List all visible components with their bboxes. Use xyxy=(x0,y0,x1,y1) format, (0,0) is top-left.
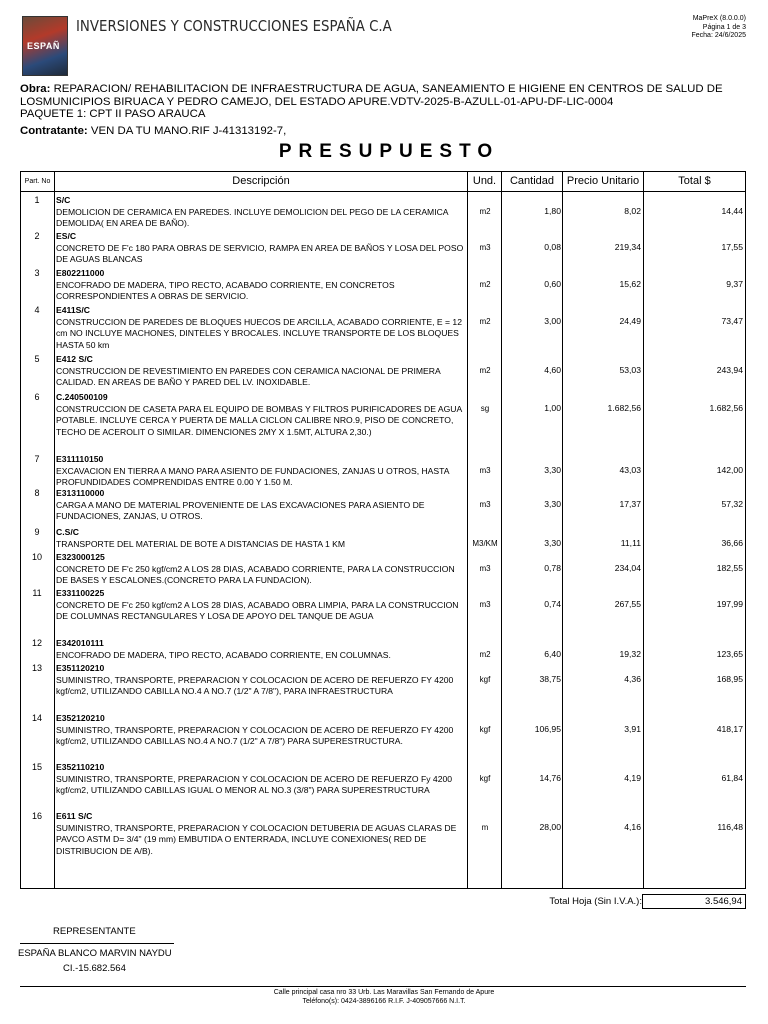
item-quantity: 38,75 xyxy=(539,674,561,684)
item-code: E352120210 xyxy=(56,713,105,723)
item-description-text: SUMINISTRO, TRANSPORTE, PREPARACION Y COLOCACION DE ACERO DE REFUERZO FY 4200 kgf/cm2, UTILIZANDO CABILLA NO.4 A NO.7 (1/2" A 7/8"), PARA INFRAESTRUCTURA xyxy=(56,674,454,696)
item-description xyxy=(56,527,466,550)
item-total: 14,44 xyxy=(721,206,743,216)
item-quantity: 3,00 xyxy=(544,316,561,326)
item-total: 123,65 xyxy=(716,649,743,659)
item-code: E342010111 xyxy=(56,638,104,648)
contratante-label: Contratante: xyxy=(20,125,88,137)
item-quantity: 14,76 xyxy=(539,773,561,783)
item-total: 418,17 xyxy=(716,724,743,734)
item-code: E412 S/C xyxy=(56,354,93,364)
item-unit: m3 xyxy=(479,466,491,475)
item-description xyxy=(56,488,466,523)
item-total: 168,95 xyxy=(716,674,743,684)
item-description-text: CONSTRUCCION DE CASETA PARA EL EQUIPO DE BOMBAS Y FILTROS PURIFICADORES DE AGUA POTABLE. INCLUYE CERCA Y PUERTA DE MALLA CICLON CALIBRE NRO.9, PISO DE CONCRETO, TECHO DE ACEROLIT O SIMILAR. DIMENCIONES 2MY X 1.5MT, ALTURA 2,30.) xyxy=(56,403,462,437)
item-code: E313110000 xyxy=(56,488,105,498)
item-unit: sg xyxy=(480,404,490,413)
item-description xyxy=(56,552,466,587)
item-description-text: TRANSPORTE DEL MATERIAL DE BOTE A DISTANCIAS DE HASTA 1 KM xyxy=(56,538,346,549)
item-description-text: EXCAVACION EN TIERRA A MANO PARA ASIENTO DE FUNDACIONES, ZANJAS U OTROS, HASTA PROFUNDIDADES COMPRENDIDAS ENTRE 0.00 Y 1.50 M. xyxy=(56,465,450,487)
contratante-block xyxy=(20,125,286,137)
item-description xyxy=(56,762,466,797)
item-quantity: 3,30 xyxy=(544,499,561,509)
item-number: 12 xyxy=(31,638,42,648)
item-number: 1 xyxy=(34,195,40,205)
item-unit-price: 53,03 xyxy=(619,365,641,375)
item-code: E802211000 xyxy=(56,268,105,278)
item-unit-price: 17,37 xyxy=(619,499,641,509)
item-number: 8 xyxy=(34,488,40,498)
item-number: 7 xyxy=(34,454,40,464)
col-header-unit: Und. xyxy=(472,175,497,187)
col-header-description: Descripción xyxy=(232,175,290,187)
item-total: 116,48 xyxy=(717,822,743,832)
item-description xyxy=(56,638,466,661)
item-unit: kgf xyxy=(479,725,491,734)
item-code: E411S/C xyxy=(56,305,90,315)
item-description-text: SUMINISTRO, TRANSPORTE, PREPARACION Y COLOCACION DE ACERO DE REFUERZO FY 4200 kgf/cm2, UTILIZANDO CABILLAS NO.4 A NO.7 (1/2" A 7/8") PARA SUPERESTRUCTURA. xyxy=(56,724,454,746)
item-unit: m2 xyxy=(479,317,491,326)
item-description xyxy=(56,268,466,303)
item-description xyxy=(56,454,466,489)
item-unit-price: 234,04 xyxy=(614,563,641,573)
item-unit: m2 xyxy=(479,366,491,375)
item-total: 9,37 xyxy=(726,279,743,289)
item-number: 3 xyxy=(34,268,40,278)
item-description-text: CONCRETO DE F'c 250 kgf/cm2 A LOS 28 DIAS, ACABADO CORRIENTE, PARA LA CONSTRUCCION DE BASES Y ESCALONES.(CONCRETO PARA LA FUNDACION). xyxy=(56,563,455,585)
total-hoja-value: 3.546,94 xyxy=(642,894,746,909)
item-code: E611 S/C xyxy=(56,811,93,821)
signature-title: REPRESENTANTE xyxy=(53,926,136,937)
item-number: 5 xyxy=(34,354,40,364)
item-code: E331100225 xyxy=(56,588,105,598)
item-quantity: 106,95 xyxy=(534,724,561,734)
item-total: 61,84 xyxy=(721,773,743,783)
footer-contact: Teléfono(s): 0424-3896166 R.I.F. J-409057666 N.I.T. xyxy=(302,998,466,1005)
item-description xyxy=(56,195,466,230)
item-unit-price: 3,91 xyxy=(624,724,641,734)
item-description-text: ENCOFRADO DE MADERA, TIPO RECTO, ACABADO CORRIENTE, EN COLUMNAS. xyxy=(56,649,391,660)
contratante-text: VEN DA TU MANO.RIF J-41313192-7, xyxy=(90,125,287,137)
item-total: 73,47 xyxy=(721,316,743,326)
item-quantity: 0,78 xyxy=(544,563,561,573)
item-code: C.S/C xyxy=(56,527,79,537)
item-quantity: 0,60 xyxy=(544,279,561,289)
item-description-text: CONSTRUCCION DE REVESTIMIENTO EN PAREDES CON CERAMICA NACIONAL DE PRIMERA CALIDAD. EN AREAS DE BAÑO Y PARED DEL LV. INOXIDABLE. xyxy=(56,365,441,387)
item-unit-price: 43,03 xyxy=(619,465,641,475)
item-unit-price: 4,19 xyxy=(624,773,641,783)
item-code: C.240500109 xyxy=(56,392,108,402)
item-unit-price: 15,62 xyxy=(619,279,641,289)
item-unit: M3/KM xyxy=(472,539,498,548)
item-description xyxy=(56,354,466,389)
signature-line xyxy=(20,943,174,944)
signature-ci: CI.-15.682.564 xyxy=(63,963,126,974)
item-unit: m3 xyxy=(479,243,491,252)
item-number: 4 xyxy=(34,305,40,315)
item-unit-price: 219,34 xyxy=(614,242,641,252)
item-unit-price: 19,32 xyxy=(619,649,641,659)
item-unit: m xyxy=(481,823,489,832)
total-hoja-label: Total Hoja (Sin I.V.A.): xyxy=(549,896,642,907)
item-unit: m3 xyxy=(479,600,491,609)
item-quantity: 3,30 xyxy=(544,538,561,548)
col-header-unit-price: Precio Unitario xyxy=(566,175,640,187)
obra-text: REPARACION/ REHABILITACION DE INFRAESTRUCTURA DE AGUA, SANEAMIENTO E HIGIENE EN CENTROS DE SALUD DE LOSMUNICIPIOS BIRUACA Y PEDRO CAMEJO, DEL ESTADO APURE.VDTV-2025-B-AZULL-01-APU-DF-LIC-0004 xyxy=(20,83,723,108)
footer-divider xyxy=(20,986,746,987)
signature-name: ESPAÑA BLANCO MARVIN NAYDU xyxy=(18,948,172,959)
item-description-text: SUMINISTRO, TRANSPORTE, PREPARACION Y COLOCACION DE ACERO DE REFUERZO Fy 4200 kgf/cm2, UTILIZANDO CABILLAS IGUAL O MENOR AL NO.3 (3/8") PARA SUPERESTRUCTURA xyxy=(56,773,453,795)
item-number: 11 xyxy=(32,588,42,598)
item-quantity: 0,08 xyxy=(544,242,561,252)
item-total: 182,55 xyxy=(716,563,743,573)
item-quantity: 4,60 xyxy=(544,365,561,375)
item-total: 197,99 xyxy=(716,599,743,609)
item-total: 57,32 xyxy=(721,499,743,509)
col-header-quantity: Cantidad xyxy=(509,175,555,187)
document-date: Fecha: 24/6/2025 xyxy=(691,32,746,39)
item-unit: m2 xyxy=(479,207,491,216)
item-total: 36,66 xyxy=(721,538,743,548)
item-quantity: 6,40 xyxy=(544,649,561,659)
item-number: 6 xyxy=(34,392,40,402)
item-total: 1.682,56 xyxy=(709,403,743,413)
item-description xyxy=(56,588,466,623)
item-quantity: 1,80 xyxy=(544,206,561,216)
item-description-text: CONCRETO DE F'c 250 kgf/cm2 A LOS 28 DIAS, ACABADO OBRA LIMPIA, PARA LA CONSTRUCCION DE COLUMNAS RECTANGULARES Y LOSA DE APOYO DEL TANQUE DE AGUA xyxy=(56,599,459,621)
item-description-text: CONSTRUCCION DE PAREDES DE BLOQUES HUECOS DE ARCILLA, ACABADO CORRIENTE, E = 12 cm NO INCLUYE MACHONES, DINTELES Y BROCALES. INCLUYE TRANSPORTE DE LOS BLOQUES HASTA 50 km xyxy=(56,316,462,350)
item-code: E352110210 xyxy=(56,762,105,772)
obra-block xyxy=(20,83,750,121)
item-total: 17,55 xyxy=(721,242,743,252)
item-total: 243,94 xyxy=(716,365,743,375)
item-code: E311110150 xyxy=(56,454,104,464)
item-description-text: SUMINISTRO, TRANSPORTE, PREPARACION Y COLOCACION DETUBERIA DE AGUAS CLARAS DE PAVCO ASTM D= 3/4" (19 mm) EMBUTIDA O ENTERRADA, INCLUYE CONEXIONES( RED DE DISTRIBUCION DE A/B). xyxy=(56,822,457,856)
document-info xyxy=(692,15,747,41)
item-unit: m3 xyxy=(479,564,491,573)
item-unit: m2 xyxy=(479,280,491,289)
page-number: Página 1 de 3 xyxy=(702,23,746,31)
item-number: 9 xyxy=(34,527,40,537)
item-unit-price: 1.682,56 xyxy=(607,403,641,413)
footer xyxy=(0,988,768,1006)
item-unit-price: 24,49 xyxy=(619,316,641,326)
item-description xyxy=(56,663,466,698)
col-header-total: Total $ xyxy=(678,175,711,187)
item-code: S/C xyxy=(56,195,71,205)
item-description xyxy=(56,713,466,748)
item-description-text: DEMOLICION DE CERAMICA EN PAREDES. INCLUYE DEMOLICION DEL PEGO DE LA CERAMICA DEMOLIDA( EN AREA DE BAÑO). xyxy=(56,206,449,228)
item-number: 10 xyxy=(31,552,42,562)
col-header-part: Part. No xyxy=(24,178,51,185)
item-number: 16 xyxy=(31,811,42,821)
system-version: MaPreX (8.0.0.0) xyxy=(692,15,746,22)
item-unit: m3 xyxy=(479,500,491,509)
item-description xyxy=(56,231,466,266)
item-unit-price: 11,11 xyxy=(620,538,641,548)
budget-table xyxy=(20,171,746,889)
paquete-text: PAQUETE 1: CPT II PASO ARAUCA xyxy=(20,108,206,120)
company-logo: ESPAÑ xyxy=(22,16,68,76)
item-unit-price: 4,16 xyxy=(624,822,641,832)
item-description xyxy=(56,305,466,351)
item-unit-price: 267,55 xyxy=(614,599,641,609)
item-description-text: ENCOFRADO DE MADERA, TIPO RECTO, ACABADO CORRIENTE, EN CONCRETOS CORRESPONDIENTES A OBRAS DE SERVICIO. xyxy=(56,279,395,301)
item-code: E323000125 xyxy=(56,552,105,562)
item-quantity: 1,00 xyxy=(544,403,561,413)
item-unit-price: 8,02 xyxy=(624,206,641,216)
item-unit: kgf xyxy=(479,774,491,783)
item-number: 13 xyxy=(31,663,42,673)
company-name: INVERSIONES Y CONSTRUCCIONES ESPAÑA C.A xyxy=(76,17,392,35)
item-number: 14 xyxy=(31,713,42,723)
item-unit: m2 xyxy=(479,650,491,659)
page-title: PRESUPUESTO xyxy=(278,141,500,162)
item-quantity: 3,30 xyxy=(544,465,561,475)
footer-address: Calle principal casa nro 33 Urb. Las Maravillas San Fernando de Apure xyxy=(273,989,495,996)
item-description xyxy=(56,811,466,857)
item-unit-price: 4,36 xyxy=(624,674,641,684)
item-quantity: 0,74 xyxy=(544,599,561,609)
item-total: 142,00 xyxy=(716,465,743,475)
item-unit: kgf xyxy=(479,675,491,684)
item-description-text: CARGA A MANO DE MATERIAL PROVENIENTE DE LAS EXCAVACIONES PARA ASIENTO DE FUNDACIONES, ZANJAS, U OTROS. xyxy=(56,499,425,521)
item-description xyxy=(56,392,466,438)
item-number: 2 xyxy=(34,231,40,241)
item-quantity: 28,00 xyxy=(539,822,561,832)
item-number: 15 xyxy=(31,762,42,772)
item-description-text: CONCRETO DE F'c 180 PARA OBRAS DE SERVICIO, RAMPA EN AREA DE BAÑOS Y LOSA DEL POSO DE AGUAS BLANCAS xyxy=(56,242,464,264)
obra-label: Obra: xyxy=(20,83,51,95)
item-code: ES/C xyxy=(56,231,77,241)
item-code: E351120210 xyxy=(56,663,105,673)
